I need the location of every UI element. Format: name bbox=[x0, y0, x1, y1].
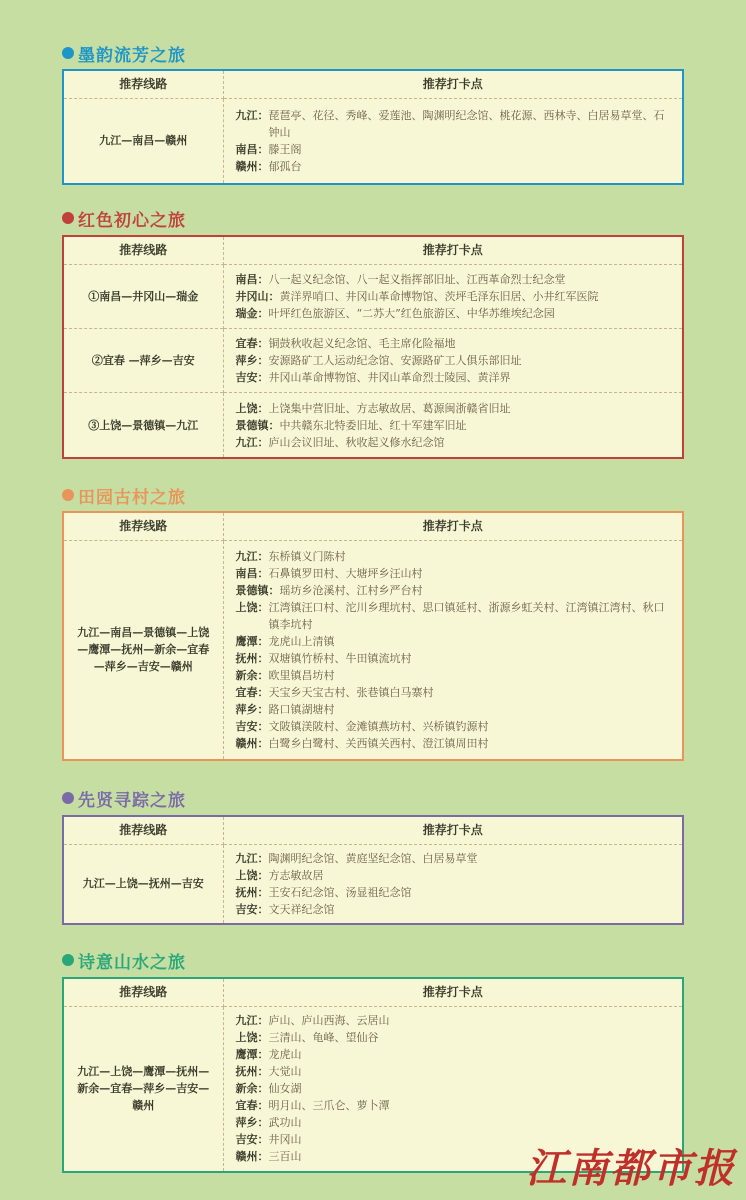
spot-line bbox=[236, 548, 675, 565]
section-title-text: 诗意山水之旅 bbox=[78, 952, 186, 973]
spot-text: 井冈山革命博物馆、井冈山革命烈士陵园、黄洋界 bbox=[268, 371, 511, 385]
header-spots: 推荐打卡点 bbox=[223, 70, 683, 98]
spot-city: 赣州： bbox=[235, 736, 269, 750]
spot-line bbox=[236, 271, 675, 288]
spot-text: 王安石纪念馆、汤显祖纪念馆 bbox=[268, 885, 412, 899]
spot-line bbox=[236, 633, 675, 650]
spot-text: 双塘镇竹桥村、牛田镇流坑村 bbox=[268, 651, 412, 665]
spot-city: 景德镇： bbox=[235, 583, 280, 597]
spot-city: 上饶： bbox=[235, 1031, 269, 1045]
spot-city: 上饶： bbox=[235, 600, 269, 614]
spot-city: 九江： bbox=[235, 1014, 269, 1028]
spot-text: 庐山、庐山西海、云居山 bbox=[268, 1014, 390, 1028]
spots-cell bbox=[223, 393, 683, 458]
section-title-tianyuan bbox=[62, 484, 186, 506]
spot-line bbox=[236, 1063, 675, 1080]
spots-cell bbox=[223, 540, 683, 760]
spot-text: 大觉山 bbox=[268, 1065, 302, 1079]
spot-line bbox=[236, 305, 675, 322]
spot-text: 八一起义纪念馆、八一起义指挥部旧址、江西革命烈士纪念堂 bbox=[268, 272, 566, 286]
spot-text: 琵琶亭、花径、秀峰、爱莲池、陶渊明纪念馆、桃花源、西林寺、白居易草堂、石钟山 bbox=[268, 108, 665, 139]
spot-line bbox=[236, 565, 675, 582]
spot-line bbox=[236, 158, 675, 175]
header-route: 推荐线路 bbox=[63, 512, 223, 540]
spot-text: 天宝乡天宝古村、张巷镇白马寨村 bbox=[268, 685, 434, 699]
spot-text: 东桥镇义门陈村 bbox=[268, 549, 346, 563]
header-route: 推荐线路 bbox=[63, 978, 223, 1006]
spot-line bbox=[236, 667, 675, 684]
table-row bbox=[63, 540, 683, 760]
spot-city: 景德镇： bbox=[235, 418, 280, 432]
spot-text: 方志敏故居 bbox=[268, 868, 324, 882]
spots-cell bbox=[223, 98, 683, 184]
spot-city: 鹰潭： bbox=[235, 1048, 269, 1062]
bullet-dot-icon bbox=[62, 954, 74, 966]
spot-text: 庐山会议旧址、秋收起义修水纪念馆 bbox=[268, 435, 445, 449]
route-table-hongse bbox=[62, 235, 684, 459]
route-cell: ②宜春 —萍乡—吉安 bbox=[63, 328, 223, 392]
route-cell: 九江—上饶—抚州—吉安 bbox=[63, 844, 223, 924]
spot-text: 中共赣东北特委旧址、红十军建军旧址 bbox=[279, 418, 467, 432]
spot-text: 龙虎山上清镇 bbox=[268, 634, 335, 648]
spot-line bbox=[236, 434, 675, 451]
route-cell: 九江—南昌—景德镇—上饶—鹰潭—抚州—新余—宜春—萍乡—吉安—赣州 bbox=[63, 540, 223, 760]
spot-text: 文天祥纪念馆 bbox=[268, 902, 335, 916]
spot-text: 三百山 bbox=[268, 1150, 302, 1164]
route-cell: ③上饶—景德镇—九江 bbox=[63, 393, 223, 458]
route-table-tianyuan bbox=[62, 511, 684, 761]
bullet-dot-icon bbox=[62, 212, 74, 224]
newspaper-watermark: 江南都市报 bbox=[526, 1145, 736, 1192]
spot-city: 吉安： bbox=[235, 1133, 269, 1147]
spot-city: 萍乡： bbox=[235, 702, 269, 716]
spot-city: 九江： bbox=[235, 435, 269, 449]
route-table-xianxian bbox=[62, 815, 684, 925]
spot-city: 井冈山： bbox=[235, 289, 280, 303]
route-cell: 九江—上饶—鹰潭—抚州—新余—宜春—萍乡—吉安—赣州 bbox=[63, 1006, 223, 1172]
table-row bbox=[63, 98, 683, 184]
bullet-dot-icon bbox=[62, 792, 74, 804]
spot-text: 黄洋界哨口、井冈山革命博物馆、茨坪毛泽东旧居、小井红军医院 bbox=[279, 289, 599, 303]
spot-line bbox=[236, 684, 675, 701]
section-title-shiyi bbox=[62, 949, 186, 971]
spot-city: 鹰潭： bbox=[235, 634, 269, 648]
header-route: 推荐线路 bbox=[63, 816, 223, 844]
spots-cell bbox=[223, 328, 683, 392]
spot-text: 仙女湖 bbox=[268, 1082, 302, 1096]
spot-line bbox=[236, 718, 675, 735]
bullet-dot-icon bbox=[62, 47, 74, 59]
spot-city: 新余： bbox=[235, 1082, 269, 1096]
spot-city: 吉安： bbox=[235, 719, 269, 733]
spot-line bbox=[236, 1012, 675, 1029]
section-title-text: 田园古村之旅 bbox=[78, 487, 186, 508]
route-table-moyun bbox=[62, 69, 684, 185]
spot-city: 吉安： bbox=[235, 371, 269, 385]
spot-city: 南昌： bbox=[235, 272, 269, 286]
spot-line bbox=[236, 417, 675, 434]
bullet-dot-icon bbox=[62, 489, 74, 501]
spot-text: 铜鼓秋收起义纪念馆、毛主席化险福地 bbox=[268, 337, 456, 351]
spot-city: 赣州： bbox=[235, 1150, 269, 1164]
section-title-moyun bbox=[62, 42, 186, 64]
spot-line bbox=[236, 850, 675, 867]
spot-text: 滕王阁 bbox=[268, 142, 302, 156]
spot-text: 江湾镇汪口村、沱川乡理坑村、思口镇延村、浙源乡虹关村、江湾镇江湾村、秋口镇李坑村 bbox=[268, 600, 665, 631]
spot-city: 宜春： bbox=[235, 337, 269, 351]
spot-city: 宜春： bbox=[235, 685, 269, 699]
header-spots: 推荐打卡点 bbox=[223, 816, 683, 844]
section-title-text: 先贤寻踪之旅 bbox=[78, 790, 186, 811]
spot-line bbox=[236, 1080, 675, 1097]
spot-text: 武功山 bbox=[268, 1116, 302, 1130]
header-spots: 推荐打卡点 bbox=[223, 978, 683, 1006]
spot-line bbox=[236, 107, 675, 141]
spot-line bbox=[236, 288, 675, 305]
spot-city: 吉安： bbox=[235, 902, 269, 916]
spot-city: 九江： bbox=[235, 549, 269, 563]
spot-city: 赣州： bbox=[235, 159, 269, 173]
spot-line bbox=[236, 352, 675, 369]
spot-line bbox=[236, 400, 675, 417]
header-route: 推荐线路 bbox=[63, 236, 223, 264]
spot-line bbox=[236, 141, 675, 158]
spot-city: 南昌： bbox=[235, 142, 269, 156]
spot-line bbox=[236, 884, 675, 901]
spot-city: 瑞金： bbox=[235, 306, 269, 320]
spot-line bbox=[236, 1029, 675, 1046]
spots-cell bbox=[223, 264, 683, 328]
spot-text: 上饶集中营旧址、方志敏故居、葛源闽浙赣省旧址 bbox=[268, 401, 511, 415]
spot-text: 三清山、龟峰、望仙谷 bbox=[268, 1031, 379, 1045]
spot-city: 上饶： bbox=[235, 401, 269, 415]
table-row bbox=[63, 264, 683, 328]
spot-line bbox=[236, 335, 675, 352]
spot-line bbox=[236, 901, 675, 918]
spot-text: 欧里镇昌坊村 bbox=[268, 668, 335, 682]
spot-text: 石鼻镇罗田村、大塘坪乡汪山村 bbox=[268, 566, 423, 580]
spot-line bbox=[236, 735, 675, 752]
spot-line bbox=[236, 369, 675, 386]
spot-text: 叶坪红色旅游区、“二苏大”红色旅游区、中华苏维埃纪念园 bbox=[268, 306, 555, 320]
spot-city: 新余： bbox=[235, 668, 269, 682]
spot-text: 文陂镇渼陂村、金滩镇燕坊村、兴桥镇钓源村 bbox=[268, 719, 489, 733]
spot-line bbox=[236, 1046, 675, 1063]
route-cell: ①南昌—井冈山—瑞金 bbox=[63, 264, 223, 328]
section-title-xianxian bbox=[62, 787, 186, 809]
spot-text: 龙虎山 bbox=[268, 1048, 302, 1062]
section-title-hongse bbox=[62, 207, 186, 229]
spot-text: 井冈山 bbox=[268, 1133, 302, 1147]
section-title-text: 红色初心之旅 bbox=[78, 210, 186, 231]
spots-cell bbox=[223, 844, 683, 924]
spot-text: 瑶坊乡沧溪村、江村乡严台村 bbox=[279, 583, 423, 597]
spot-city: 上饶： bbox=[235, 868, 269, 882]
spot-text: 路口镇湖塘村 bbox=[268, 702, 335, 716]
spot-text: 郁孤台 bbox=[268, 159, 302, 173]
spot-city: 萍乡： bbox=[235, 1116, 269, 1130]
spot-text: 安源路矿工人运动纪念馆、安源路矿工人俱乐部旧址 bbox=[268, 354, 522, 368]
spot-text: 陶渊明纪念馆、黄庭坚纪念馆、白居易草堂 bbox=[268, 851, 478, 865]
table-row bbox=[63, 328, 683, 392]
spot-city: 南昌： bbox=[235, 566, 269, 580]
spot-line bbox=[236, 650, 675, 667]
spot-line bbox=[236, 867, 675, 884]
spot-city: 萍乡： bbox=[235, 354, 269, 368]
spot-line bbox=[236, 701, 675, 718]
route-cell: 九江—南昌—赣州 bbox=[63, 98, 223, 184]
header-route: 推荐线路 bbox=[63, 70, 223, 98]
table-row bbox=[63, 844, 683, 924]
spot-city: 宜春： bbox=[235, 1099, 269, 1113]
spot-city: 九江： bbox=[235, 108, 269, 122]
header-spots: 推荐打卡点 bbox=[223, 512, 683, 540]
table-row bbox=[63, 393, 683, 458]
spot-city: 九江： bbox=[235, 851, 269, 865]
spot-city: 抚州： bbox=[235, 651, 269, 665]
spot-line bbox=[236, 582, 675, 599]
spot-line bbox=[236, 1097, 675, 1114]
spot-text: 白鹭乡白鹭村、关西镇关西村、澄江镇周田村 bbox=[268, 736, 489, 750]
spot-city: 抚州： bbox=[235, 885, 269, 899]
spot-line bbox=[236, 1114, 675, 1131]
section-title-text: 墨韵流芳之旅 bbox=[78, 45, 186, 66]
spot-line bbox=[236, 599, 675, 633]
spot-text: 明月山、三爪仑、萝卜潭 bbox=[268, 1099, 390, 1113]
spot-city: 抚州： bbox=[235, 1065, 269, 1079]
header-spots: 推荐打卡点 bbox=[223, 236, 683, 264]
